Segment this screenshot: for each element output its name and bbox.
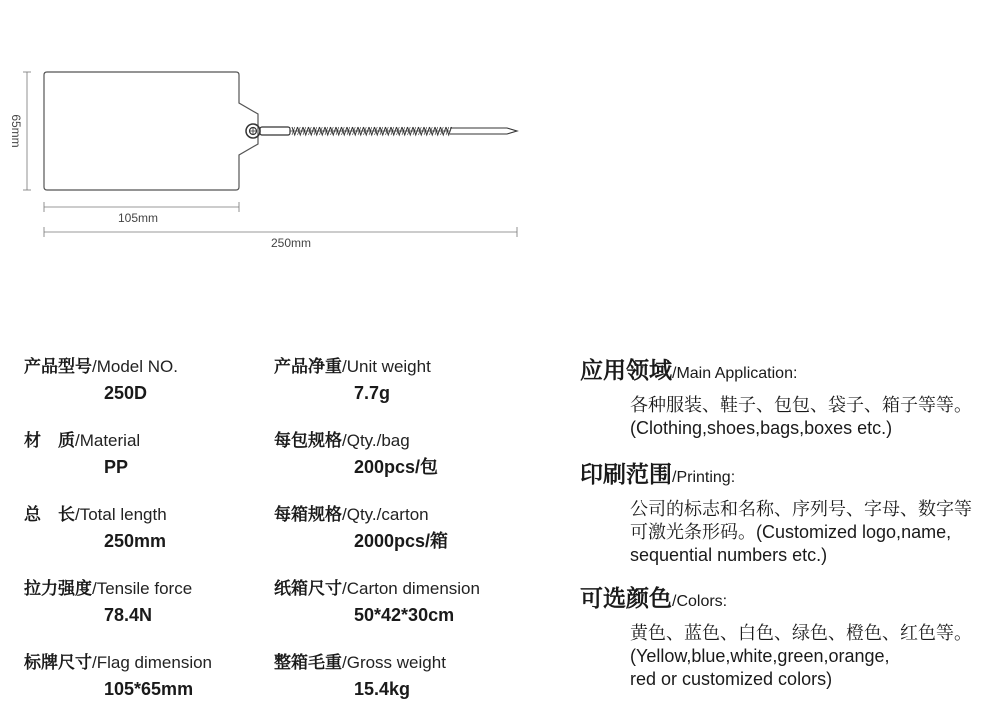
colors-section xyxy=(580,584,1000,691)
spec-carton-dim-zh: 纸箱尺寸 xyxy=(274,579,342,598)
colors-title-zh: 可选颜色 xyxy=(580,585,672,611)
application-line: 各种服装、鞋子、包包、袋子、箱子等等。 xyxy=(630,395,972,415)
spec-flag-value: 105*65mm xyxy=(104,679,194,699)
spec-model-en: /Model NO. xyxy=(92,357,178,376)
height-label: 65mm xyxy=(9,114,23,148)
spec-material-en: /Material xyxy=(75,431,141,450)
flag-width-label: 105mm xyxy=(117,211,159,225)
spec-total-length-zh: 总 长 xyxy=(24,505,75,524)
spec-model-value: 250D xyxy=(104,383,148,403)
printing-line: 公司的标志和名称、序列号、字母、数字等 xyxy=(630,499,972,519)
spec-unit-weight-value: 7.7g xyxy=(354,383,391,403)
strap-base xyxy=(260,127,290,135)
total-length-dimension xyxy=(44,227,517,250)
spec-tensile xyxy=(24,578,193,625)
spec-total-length-en: /Total length xyxy=(75,505,167,524)
colors-line: 黄色、蓝色、白色、绿色、橙色、红色等。 xyxy=(630,623,972,643)
spec-tensile-en: /Tensile force xyxy=(92,579,193,598)
spec-gross-weight-zh: 整箱毛重 xyxy=(274,653,342,672)
spec-unit-weight-zh: 产品净重 xyxy=(274,357,342,376)
spec-total-length-value: 250mm xyxy=(104,531,167,551)
spec-gross-weight-en: /Gross weight xyxy=(342,653,446,672)
printing-line: 可激光条形码。(Customized logo,name, xyxy=(630,522,952,542)
flag-width-dimension xyxy=(44,202,239,225)
flag-outline xyxy=(44,72,258,190)
spec-qty-carton-en: /Qty./carton xyxy=(342,505,429,524)
spec-material-value: PP xyxy=(104,457,129,477)
colors-line: red or customized colors) xyxy=(630,669,833,689)
spec-flag xyxy=(24,652,213,699)
printing-section xyxy=(580,460,1000,567)
spec-tensile-zh: 拉力强度 xyxy=(24,579,92,598)
seal-tag-drawing xyxy=(0,0,1000,300)
spec-qty-bag-en: /Qty./bag xyxy=(342,431,410,450)
spec-unit-weight xyxy=(274,356,431,403)
spec-qty-bag-zh: 每包规格 xyxy=(274,431,342,450)
printing-title-zh: 印刷范围 xyxy=(580,461,672,487)
spec-flag-zh: 标牌尺寸 xyxy=(24,653,92,672)
spec-flag-en: /Flag dimension xyxy=(92,653,213,672)
printing-title-en: /Printing: xyxy=(672,469,736,486)
spec-qty-carton-zh: 每箱规格 xyxy=(274,505,342,524)
spec-material-zh: 材 质 xyxy=(24,431,75,450)
application-title-zh: 应用领域 xyxy=(580,357,672,383)
spec-material xyxy=(24,430,141,477)
spec-carton-dim xyxy=(274,578,480,625)
spec-model xyxy=(24,356,178,403)
height-dimension xyxy=(9,72,31,190)
spec-qty-carton-value: 2000pcs/箱 xyxy=(354,531,449,551)
colors-title-en: /Colors: xyxy=(672,593,728,610)
strap-tail xyxy=(450,128,517,134)
spec-qty-bag-value: 200pcs/包 xyxy=(354,457,439,477)
spec-qty-carton xyxy=(274,504,449,551)
spec-tensile-value: 78.4N xyxy=(104,605,153,625)
spec-total-length xyxy=(24,504,167,551)
spec-carton-dim-value: 50*42*30cm xyxy=(354,605,455,625)
spec-gross-weight xyxy=(274,652,446,699)
colors-line: (Yellow,blue,white,green,orange, xyxy=(630,646,890,666)
spec-unit-weight-en: /Unit weight xyxy=(342,357,431,376)
application-title-en: /Main Application: xyxy=(672,365,798,382)
printing-line: sequential numbers etc.) xyxy=(630,545,828,565)
spec-model-zh: 产品型号 xyxy=(24,357,92,376)
spec-gross-weight-value: 15.4kg xyxy=(354,679,411,699)
spec-qty-bag xyxy=(274,430,439,477)
total-length-label: 250mm xyxy=(270,236,312,250)
application-section xyxy=(580,356,1000,440)
application-line: (Clothing,shoes,bags,boxes etc.) xyxy=(630,418,893,438)
spec-carton-dim-en: /Carton dimension xyxy=(342,579,480,598)
